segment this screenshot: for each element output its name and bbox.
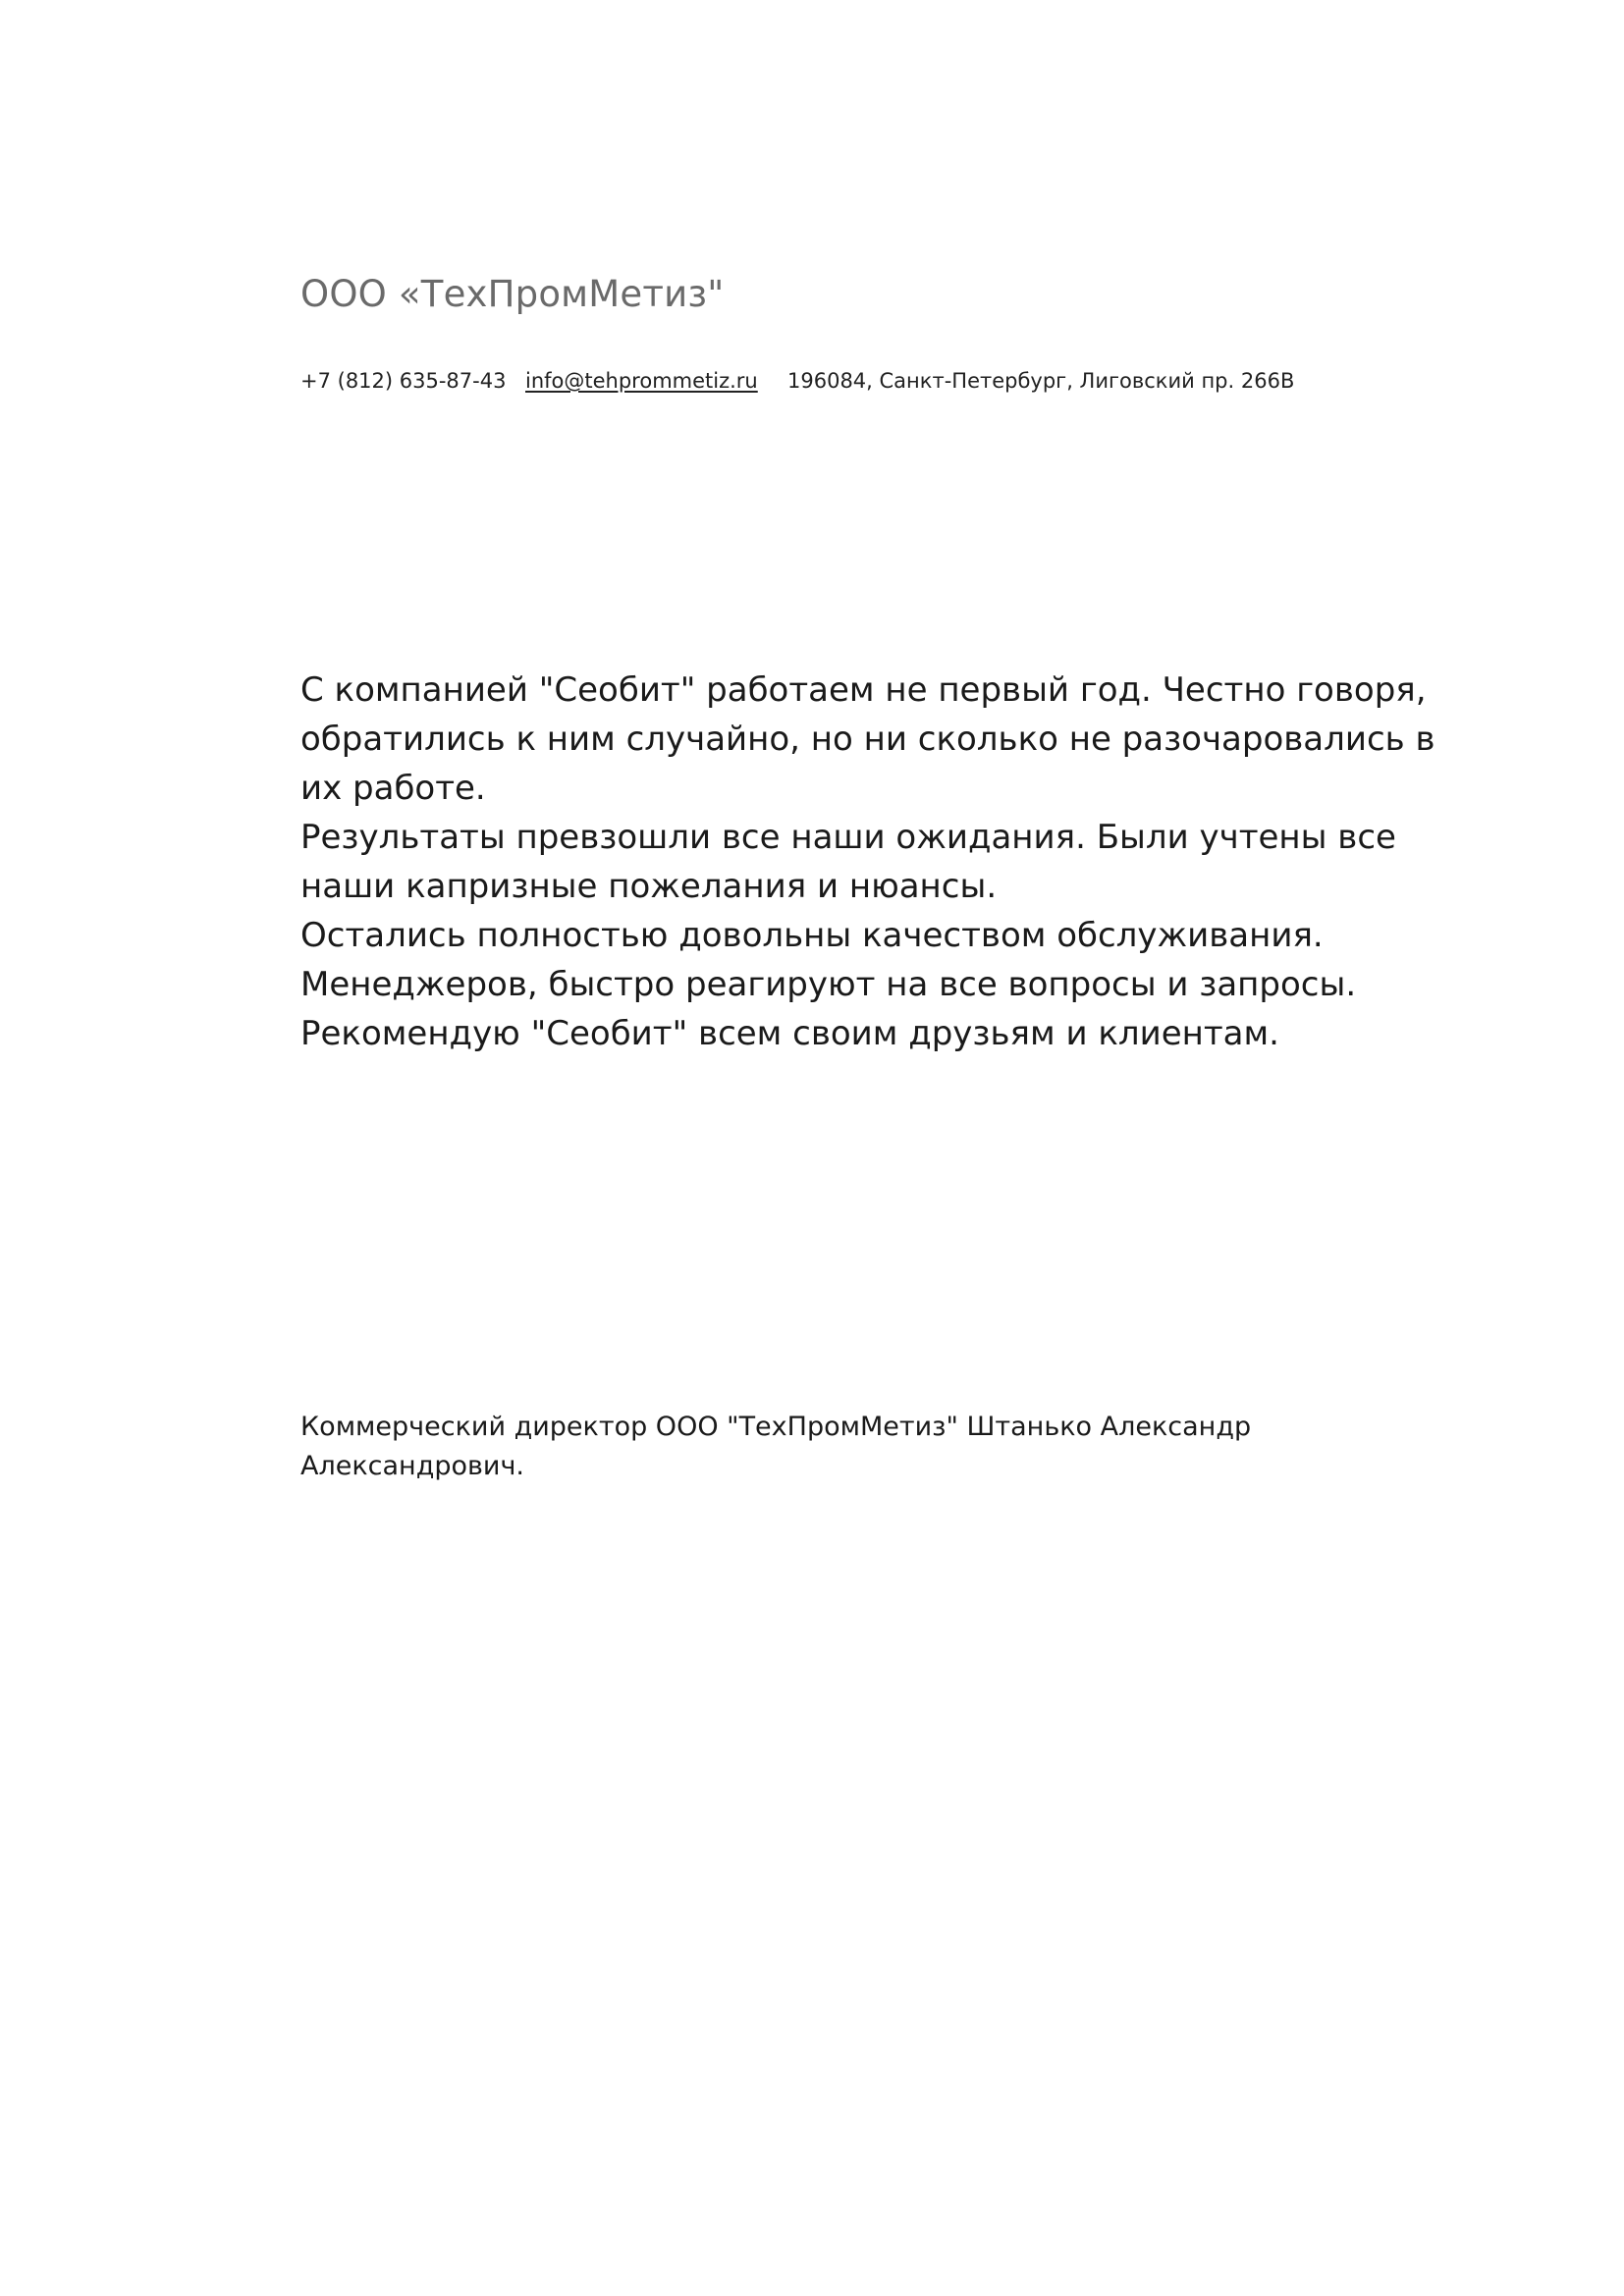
testimonial-line: обратились к ним случайно, но ни сколько не разочаровались в xyxy=(300,720,1435,759)
testimonial-text xyxy=(300,666,1435,1058)
testimonial-line: С компанией "Сеобит" работаем не первый год. Честно говоря, xyxy=(300,670,1427,710)
testimonial-line: Результаты превзошли все наши ожидания. Были учтены все xyxy=(300,818,1396,857)
testimonial-line: Менеджеров, быстро реагируют на все вопросы и запросы. xyxy=(300,965,1357,1004)
testimonial-line: их работе. xyxy=(300,769,486,808)
signature-line: Коммерческий директор ООО "ТехПромМетиз" Штанько Александр xyxy=(300,1412,1252,1442)
contact-address: 196084, Санкт-Петербург, Лиговский пр. 266В xyxy=(787,369,1295,393)
testimonial-line: Рекомендую "Сеобит" всем своим друзьям и клиентам. xyxy=(300,1014,1279,1053)
company-name: ООО «ТехПромМетиз" xyxy=(300,273,725,315)
testimonial-line: наши капризные пожелания и нюансы. xyxy=(300,867,998,906)
signature-block xyxy=(300,1408,1282,1486)
contact-phone: +7 (812) 635-87-43 xyxy=(300,369,507,393)
contact-email-link[interactable]: info@tehprommetiz.ru xyxy=(525,369,758,393)
signature-line: Александрович. xyxy=(300,1451,525,1481)
testimonial-line: Остались полностью довольны качеством обслуживания. xyxy=(300,916,1324,955)
